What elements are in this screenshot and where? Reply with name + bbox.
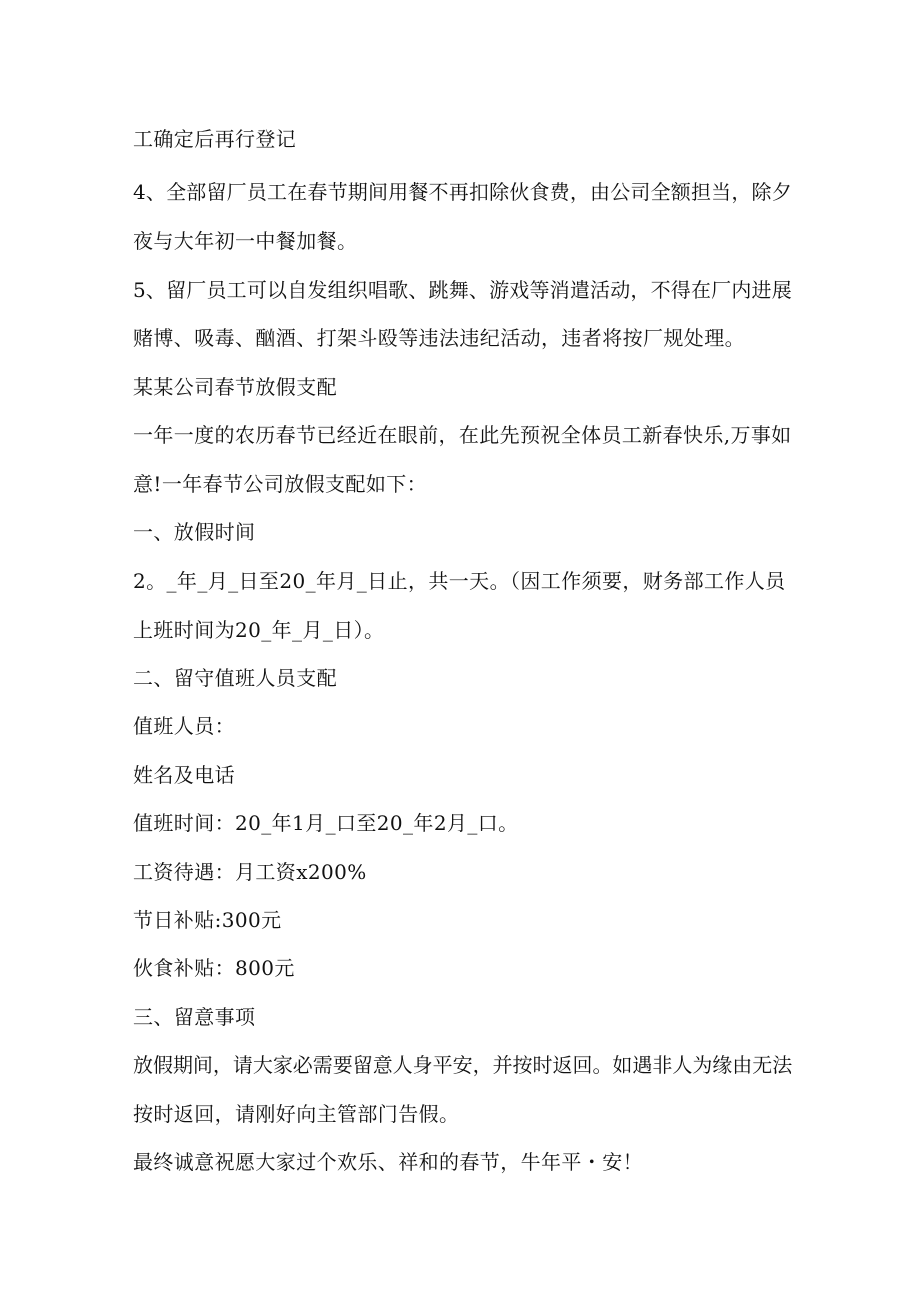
text-line: 2。_年_月_日至20_年月_日止，共一天。（因工作须要，财务部工作人员 [133, 569, 786, 593]
section-heading: 一、放假时间 [133, 520, 256, 544]
text-line: 夜与大年初一中餐加餐。 [133, 229, 358, 253]
text-line: 5、留厂员工可以自发组织唱歌、跳舞、游戏等消遣活动，不得在厂内进展 [133, 278, 792, 302]
text-line: 姓名及电话 [133, 763, 235, 787]
text-line: 值班时间：20_年1月_口至20_年2月_口。 [133, 811, 519, 835]
text-line: 节日补贴:300元 [133, 908, 282, 932]
text-line: 一年一度的农历春节已经近在眼前，在此先预祝全体员工新春快乐,万事如 [133, 423, 792, 447]
text-line: 4、全部留厂员工在春节期间用餐不再扣除伙食费，由公司全额担当，除夕 [133, 180, 792, 204]
text-line: 最终诚意祝愿大家过个欢乐、祥和的春节，牛年平・安！ [133, 1150, 643, 1174]
text-line: 伙食补贴：800元 [133, 956, 295, 980]
text-line: 值班人员： [133, 714, 235, 738]
text-line: 工资待遇：月工资x200% [133, 860, 367, 884]
text-line: 赌博、吸毒、酗酒、打架斗殴等违法违纪活动，违者将按厂规处理。 [133, 326, 745, 350]
text-line: 意!一年春节公司放假支配如下： [133, 472, 428, 496]
text-line: 放假期间，请大家必需要留意人身平安，并按时返回。如遇非人为缘由无法 [133, 1053, 793, 1077]
text-line: 上班时间为20_年_月_日）。 [133, 618, 385, 642]
text-line: 工确定后再行登记 [133, 127, 297, 151]
section-heading: 二、留守值班人员支配 [133, 666, 337, 690]
text-line: 按时返回，请刚好向主管部门告假。 [133, 1102, 460, 1126]
section-heading: 三、留意事项 [133, 1005, 256, 1029]
section-title: 某某公司春节放假支配 [133, 375, 337, 399]
